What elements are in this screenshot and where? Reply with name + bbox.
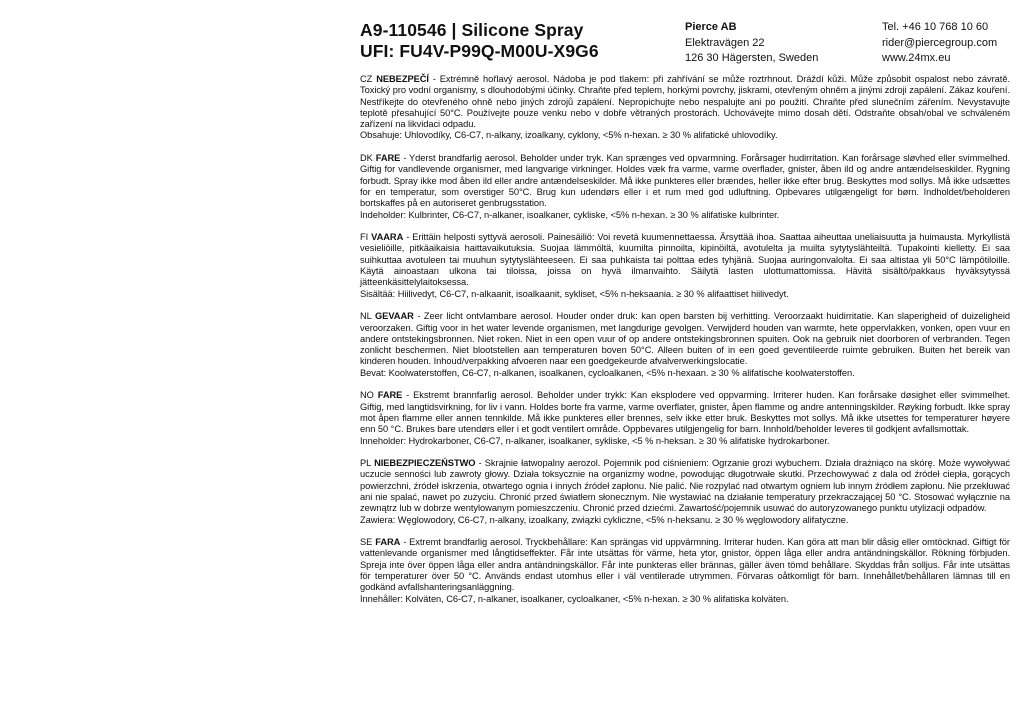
contents-line: Inneholder: Hydrokarboner, C6-C7, n-alkaner, isoalkaner, sykliske, <5 % n-heksan. ≥ 30 % alifatiske hydrokarboner. <box>360 435 830 446</box>
signal-word: FARE <box>377 390 403 401</box>
hazard-statements: - Erittäin helposti syttyvä aerosoli. Painesäiliö: Voi revetä kuumennettaessa. Ärsyttää ihoa. Saattaa aiheuttaa uneliaisuutta ja huimausta. Myrkyllistä vesieliöille, pitkäaikaisia haittavaikutuksia. Suojaa lämmöltä, kuumilta pinnoilta, kipinöiltä, avotulelta ja muilta sytytyslähteiltä. Tupakointi kielletty. Ei saa suihkuttaa avotuleen tai muuhun sytytyslähteeseen. Ei saa puhkaista tai polttaa edes tyhjänä. Suojaa auringonvalolta. Ei saa altistaa yli 50°C lämpötiloille. Käytä ainoastaan ulkona tai tiloissa, joissa on hyvä ilmanvaihto. Säilytä lasten ulottumattomissa. Hävitä sisältö/pakkaus hyväksytyssä jätteenkäsittelylaitoksessa. <box>360 232 1010 288</box>
hazard-section-fi <box>360 232 1010 300</box>
signal-word: FARA <box>375 537 401 548</box>
hazard-sections <box>360 74 1010 605</box>
company-address <box>685 20 818 67</box>
hazard-section-nl <box>360 311 1010 379</box>
contact-email: rider@piercegroup.com <box>882 36 998 49</box>
section-language: DK <box>360 153 373 164</box>
section-language: FI <box>360 232 369 243</box>
signal-word: NEBEZPEČÍ <box>376 74 429 84</box>
hazard-section-no <box>360 390 1010 446</box>
company-name: Pierce AB <box>685 21 737 33</box>
company-city: 126 30 Hägersten, Sweden <box>685 52 819 64</box>
company-street: Elektravägen 22 <box>685 36 765 49</box>
contents-line: Zawiera: Węglowodory, C6-C7, n-alkany, izoalkany, związki cykliczne, <5% n-heksanu. ≥ 30 % węglowodory alifatyczne. <box>360 514 849 525</box>
contents-line: Indeholder: Kulbrinter, C6-C7, n-alkaner, isoalkaner, cykliske, <5% n-hexan. ≥ 30 % alifatiske kulbrinter. <box>360 209 780 220</box>
signal-word: VAARA <box>371 232 404 243</box>
section-language: NL <box>360 311 372 322</box>
hazard-statements: - Extremt brandfarlig aerosol. Tryckbehållare: Kan sprängas vid uppvärmning. Irriterar huden. Kan göra att man blir dåsig eller omtöcknad. Giftigt för vattenlevande organismer med långtidseffekter. Får inte utsättas för värme, heta ytor, gnistor, öppen låga eller andra antändningskällor. Rökning förbjuden. Spreja inte över öppen låga eller andra antändningskällor. Får inte punkteras eller brännas, gäller även tömd behållare. Skyddas från solljus. Får inte utsättas för temperaturer över 50 °C. Används endast utomhus eller i väl ventilerade utrymmen. Förvaras oåtkomligt för barn. Innehållet/behållaren lämnas till en godkänd avfallshanteringsanläggning. <box>360 537 1010 593</box>
signal-word: NIEBEZPIECZEŃSTWO <box>374 458 476 469</box>
contents-line: Obsahuje: Uhlovodíky, C6-C7, n-alkany, izoalkany, cyklony, <5% n-hexan. ≥ 30 % alifatické uhlovodíky. <box>360 130 778 141</box>
hazard-statements: - Extrémně hořlavý aerosol. Nádoba je pod tlakem: při zahřívání se může roztrhnout. Dráždí kůži. Může způsobit ospalost nebo závratě. Toxický pro vodní organismy, s dlouhodobými účinky. Chraňte před teplem, horkými povrchy, jiskrami, otevřeným ohněm a jinými zdroji zapálení. Zákaz kouření. Nestříkejte do otevřeného ohně nebo jiných zdrojů zapálení. Nepropichujte nebo nespalujte ani po použití. Chraňte před slunečním zářením. Nevystavujte teplotě přesahující 50°C. Používejte pouze venku nebo v dobře větraných prostorách. Uchovávejte mimo dosah dětí. Odstraňte obsah/obal ve schváleném zařízení na likvidaci odpadu. <box>360 74 1010 130</box>
contents-line: Sisältää: Hiilivedyt, C6-C7, n-alkaanit, isoalkaanit, sykliset, <5% n-heksaania. ≥ 30 % alifaattiset hiilivedyt. <box>360 288 789 299</box>
label-header <box>360 18 1010 70</box>
hazard-section-dk <box>360 153 1010 221</box>
contents-line: Innehåller: Kolväten, C6-C7, n-alkaner, isoalkaner, cycloalkaner, <5% n-hexan. ≥ 30 % alifatiska kolväten. <box>360 593 789 604</box>
company-contact <box>882 20 997 67</box>
product-name: A9-110546 | Silicone Spray <box>360 20 584 40</box>
hazard-statements: - Zeer licht ontvlambare aerosol. Houder onder druk: kan open barsten bij verhitting. Veroorzaakt huidirritatie. Kan slaperigheid of duizeligheid veroorzaken. Giftig voor in het water levende organismen, met langdurige gevolgen. Verwijderd houden van warmte, hete oppervlakken, vonken, open vuur en andere ontstekingsbronnen. Niet roken. Niet in een open vuur of op andere ontstekingsbronnen spuiten. Ook na gebruik niet doorboren of verbranden. Tegen zonlicht beschermen. Niet blootstellen aan temperaturen boven 50°C. Alleen buiten of in een goed geventileerde ruimte gebruiken. Buiten het bereik van kinderen houden. Inhoud/verpakking afvoeren naar een goedgekeurde afvalverwerkingslocatie. <box>360 311 1010 367</box>
ufi-code: UFI: FU4V-P99Q-M00U-X9G6 <box>360 41 599 61</box>
section-language: SE <box>360 537 373 548</box>
product-label <box>360 18 1010 616</box>
section-language: NO <box>360 390 374 401</box>
hazard-statements: - Ekstremt brannfarlig aerosol. Beholder under trykk: Kan eksplodere ved oppvarming. Irriterer huden. Kan forårsake døsighet eller svimmelhet. Giftig, med langtidsvirkning, for liv i vann. Holdes borte fra varme, varme overflater, gnister, åpen flamme og andre antenningskilder. Røyking forbudt. Ikke spray mot åpen flamme eller annen tennkilde. Må ikke punkteres eller brennes, selv ikke etter bruk. Beskyttes mot sollys. Må ikke utsettes for temperaturer høyere enn 50 °C. Brukes bare utendørs eller i et godt ventilert område. Oppbevares utilgjengelig for barn. Innhold/beholder leveres til godkjent avfallsmottak. <box>360 390 1010 435</box>
contact-phone: Tel. +46 10 768 10 60 <box>882 21 989 33</box>
section-language: PL <box>360 458 371 469</box>
signal-word: GEVAAR <box>375 311 414 322</box>
section-language: CZ <box>360 74 373 84</box>
contact-web: www.24mx.eu <box>882 52 951 64</box>
hazard-statements: - Skrajnie łatwopalny aerozol. Pojemnik pod ciśnieniem: Ogrzanie grozi wybuchem. Działa drażniąco na skórę. Może wywoływać uczucie senności lub zawroty głowy. Działa toksycznie na organizmy wodne, powodując długotrwałe skutki. Przechowywać z dala od źródeł ciepła, gorących powierzchni, źródeł iskrzenia, otwartego ognia i innych źródeł zapłonu. Nie palić. Nie rozpylać nad otwartym ogniem lub innym źródłem zapłonu. Nie przekłuwać ani nie spalać, nawet po zużyciu. Chronić przed światłem słonecznym. Nie wystawiać na działanie temperatury przekraczającej 50 °C. Stosować wyłącznie na zewnątrz lub w dobrze wentylowanym pomieszczeniu. Chronić przed dziećmi. Zawartość/pojemnik usuwać do autoryzowanego punktu utylizacji odpadów. <box>360 458 1010 514</box>
hazard-statements: - Yderst brandfarlig aerosol. Beholder under tryk. Kan sprænges ved opvarmning. Forårsager hudirritation. Kan forårsage sløvhed eller svimmelhed. Giftig for vandlevende organismer, med langvarige virkninger. Holdes væk fra varme, varme overflader, gnister, åben ild og andre antændelseskilder. Rygning forbudt. Spray ikke mod åben ild eller andre antændelseskilder. Må ikke punkteres eller brændes, heller ikke efter brug. Beskyttes mod sollys. Må ikke udsættes for en temperatur, som overstiger 50°C. Brug kun udendørs eller i et rum med god udluftning. Opbevares utilgængeligt for børn. Indholdet/beholderen bortskaffes på en autoriseret genbrugsstation. <box>360 153 1010 209</box>
product-title <box>360 20 599 62</box>
signal-word: FARE <box>375 153 401 164</box>
hazard-section-se <box>360 537 1010 605</box>
hazard-section-pl <box>360 458 1010 526</box>
contents-line: Bevat: Koolwaterstoffen, C6-C7, n-alkanen, isoalkanen, cycloalkanen, <5% n-hexaan. ≥ 30 % alifatische koolwaterstoffen. <box>360 367 855 378</box>
hazard-section-cz <box>360 74 1010 142</box>
